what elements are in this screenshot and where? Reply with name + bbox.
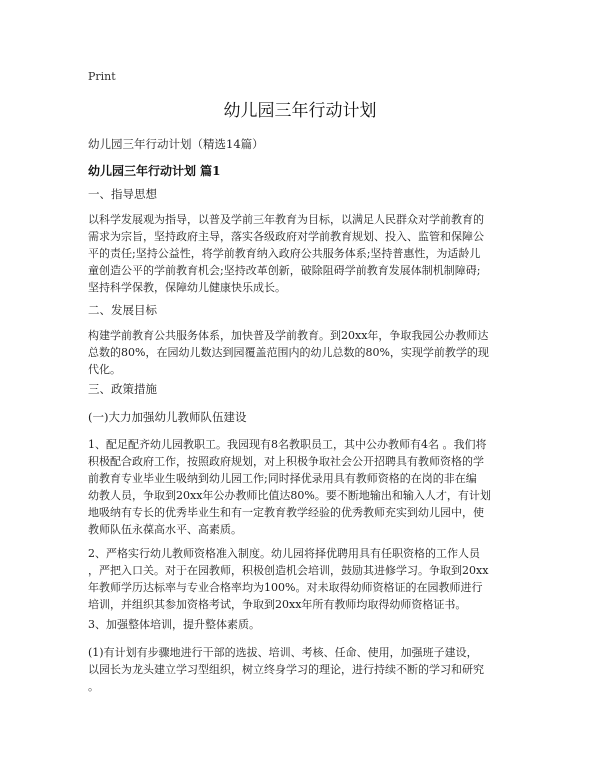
paragraph-training bbox=[88, 616, 518, 633]
page-title: 幼儿园三年行动计划 bbox=[223, 101, 377, 121]
text-line: 1、配足配齐幼儿园教职工。我园现有8名教职员工，其中公办教师有4名 。我们将 bbox=[88, 438, 487, 451]
heading-policy-measures: 三、政策措施 bbox=[88, 382, 157, 396]
paragraph-staffing bbox=[88, 436, 518, 538]
text-line: 坚持科学保教，保障幼儿健康快乐成长。 bbox=[88, 281, 286, 294]
text-line: 总数的80%，在园幼儿数达到园覆盖范围内的幼儿总数的80%，实现学前教学的现 bbox=[88, 346, 489, 359]
subtitle: 幼儿园三年行动计划（精选14篇） bbox=[88, 137, 264, 151]
text-line: 平的责任;坚持公益性，将学前教育纳入政府公共服务体系;坚持普惠性，为适龄儿 bbox=[88, 247, 481, 260]
text-line: 童创造公平的学前教育机会;坚持改革创新，破除阻碍学前教育发展体制机制障碍; bbox=[88, 264, 481, 277]
text-line: 培训，并组织其参加资格考试，争取到20xx年所有教师均取得幼师资格证书。 bbox=[88, 598, 467, 611]
text-line: 2、严格实行幼儿教师资格准入制度。幼儿园将择优聘用具有任职资格的工作人员 bbox=[88, 547, 480, 560]
text-line: 幼教人员，争取到20xx年公办教师比值达80%。要不断地输出和输入人才，有计划 bbox=[88, 489, 491, 502]
heading-guiding-ideology: 一、指导思想 bbox=[88, 187, 157, 201]
paragraph-leadership bbox=[88, 644, 518, 695]
text-line: 以园长为龙头建立学习型组织，树立终身学习的理论，进行持续不断的学习和研究 bbox=[88, 663, 484, 676]
paragraph-development-goals bbox=[88, 327, 518, 378]
subheading-teacher-team: (一)大力加强幼儿教师队伍建设 bbox=[88, 410, 247, 424]
text-line: 年教师学历达标率与专业合格率均为100%。对未取得幼师资格证的在园教师进行 bbox=[88, 581, 483, 594]
text-line: 积极配合政府工作，按照政府规划，对上积极争取社会公开招聘具有教师资格的学 bbox=[88, 455, 484, 468]
paragraph-guiding-ideology bbox=[88, 211, 518, 296]
text-line: 。 bbox=[88, 680, 99, 693]
heading-development-goals: 二、发展目标 bbox=[88, 303, 157, 317]
text-line: 3、加强整体培训，提升整体素质。 bbox=[88, 618, 260, 631]
text-line: 代化。 bbox=[88, 363, 121, 376]
print-label: Print bbox=[88, 70, 116, 83]
text-line: 地吸纳有专长的优秀毕业生和有一定教育教学经验的优秀教师充实到幼儿园中，使 bbox=[88, 506, 484, 519]
text-line: 需求为宗旨，坚持政府主导，落实各级政府对学前教育规划、投入、监管和保障公 bbox=[88, 230, 484, 243]
text-line: (1)有计划有步骤地进行干部的选拔、培训、考核、任命、使用，加强班子建设， bbox=[88, 646, 478, 659]
text-line: 构建学前教育公共服务体系，加快普及学前教育。到20xx年，争取我园公办教师达 bbox=[88, 329, 489, 342]
text-line: 前教育专业毕业生吸纳到幼儿园工作;同时择优录用具有教师资格的在岗的非在编 bbox=[88, 472, 477, 485]
text-line: 教师队伍永葆高水平、高素质。 bbox=[88, 523, 242, 536]
text-line: ，严把入口关。对于在园教师，积极创造机会培训，鼓励其进修学习。争取到20xx bbox=[88, 564, 489, 577]
text-line: 以科学发展观为指导，以普及学前三年教育为目标，以满足人民群众对学前教育的 bbox=[88, 213, 484, 226]
paragraph-qualification bbox=[88, 545, 518, 613]
section-title: 幼儿园三年行动计划 篇1 bbox=[88, 164, 221, 178]
